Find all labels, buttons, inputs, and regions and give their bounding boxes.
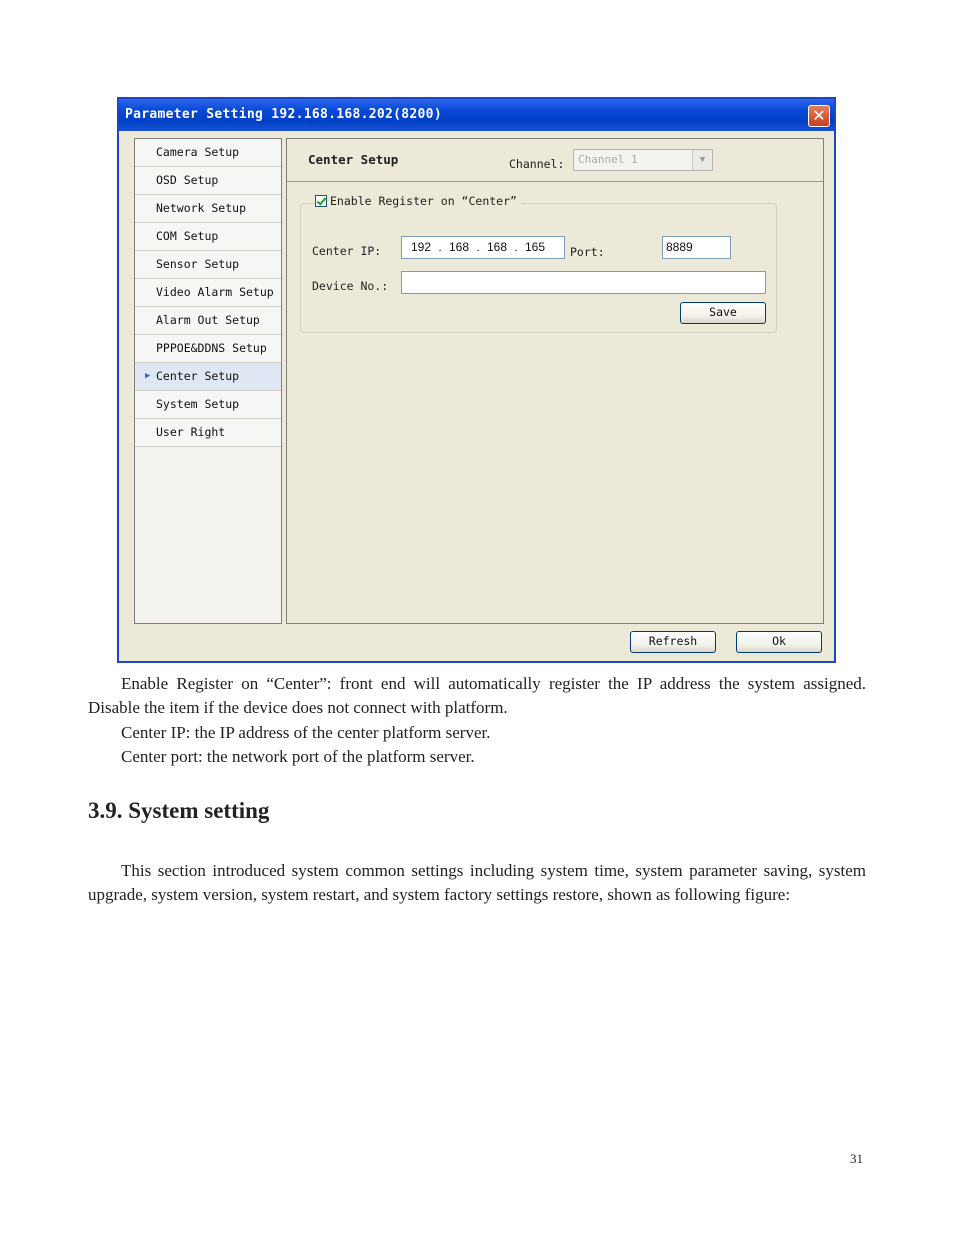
- menu-item-label: Camera Setup: [156, 145, 240, 159]
- center-ip-field[interactable]: [401, 236, 565, 259]
- selected-arrow-icon: ▶: [145, 371, 151, 381]
- content-title: Center Setup: [308, 152, 399, 167]
- ip-octet-2[interactable]: 168: [448, 240, 470, 254]
- device-no-field[interactable]: [401, 271, 766, 294]
- center-ip-label: Center IP:: [312, 244, 382, 258]
- menu-item-com-setup[interactable]: [135, 223, 281, 251]
- menu-item-network-setup[interactable]: [135, 195, 281, 223]
- menu-item-system-setup[interactable]: [135, 391, 281, 419]
- ip-dot: .: [514, 240, 518, 254]
- channel-label: Channel:: [509, 157, 565, 171]
- settings-menu: [134, 138, 282, 624]
- ok-button[interactable]: Ok: [736, 631, 822, 653]
- menu-item-label: Video Alarm Setup: [156, 285, 274, 299]
- menu-item-label: COM Setup: [156, 229, 219, 243]
- menu-item-video-alarm-setup[interactable]: [135, 279, 281, 307]
- menu-item-osd-setup[interactable]: [135, 167, 281, 195]
- checkbox-checked-icon[interactable]: [315, 195, 327, 207]
- ip-dot: .: [476, 240, 480, 254]
- channel-select-value: Channel 1: [578, 153, 638, 166]
- menu-item-user-right[interactable]: [135, 419, 281, 447]
- menu-item-label: System Setup: [156, 397, 240, 411]
- menu-item-label: PPPOE&DDNS Setup: [156, 341, 267, 355]
- ip-octet-4[interactable]: 165: [524, 240, 546, 254]
- menu-item-label: Sensor Setup: [156, 257, 240, 271]
- parameter-setting-dialog: [117, 97, 836, 663]
- device-no-label: Device No.:: [312, 279, 389, 293]
- menu-item-pppoe-ddns-setup[interactable]: [135, 335, 281, 363]
- content-panel: [286, 138, 824, 624]
- content-header: [287, 139, 823, 182]
- section-heading: 3.9. System setting: [88, 798, 270, 823]
- ip-octet-1[interactable]: 192: [410, 240, 432, 254]
- menu-item-label: Network Setup: [156, 201, 247, 215]
- channel-select[interactable]: [573, 149, 713, 171]
- menu-item-sensor-setup[interactable]: [135, 251, 281, 279]
- port-field[interactable]: 8889: [662, 236, 731, 259]
- page-number: 31: [850, 1151, 863, 1166]
- menu-item-camera-setup[interactable]: [135, 139, 281, 167]
- menu-item-label: Alarm Out Setup: [156, 313, 260, 327]
- enable-register-checkbox[interactable]: [315, 194, 521, 208]
- port-label: Port:: [570, 245, 605, 259]
- enable-register-label: Enable Register on “Center”: [330, 194, 517, 208]
- dialog-title: Parameter Setting 192.168.168.202(8200): [125, 107, 442, 122]
- menu-item-label: Center Setup: [156, 369, 240, 383]
- register-groupbox: [300, 194, 777, 333]
- system-setting-description: This section introduced system common settings including system time, system parameter saving, system upgrade, system version, system restart, and system factory settings restore, shown as following figure:: [88, 861, 866, 904]
- refresh-button[interactable]: Refresh: [630, 631, 716, 653]
- close-icon[interactable]: ✕: [808, 105, 830, 127]
- menu-item-label: OSD Setup: [156, 173, 219, 187]
- title-bar[interactable]: [119, 99, 834, 131]
- center-port-description: Center port: the network port of the platform server.: [121, 747, 475, 766]
- menu-item-alarm-out-setup[interactable]: [135, 307, 281, 335]
- enable-register-description: Enable Register on “Center”: front end will automatically register the IP address the system assigned. Disable the item if the device does not connect with platform.: [88, 674, 866, 717]
- save-button[interactable]: Save: [680, 302, 766, 324]
- center-ip-description: Center IP: the IP address of the center platform server.: [121, 723, 491, 742]
- menu-item-center-setup[interactable]: [135, 363, 281, 391]
- ip-octet-3[interactable]: 168: [486, 240, 508, 254]
- menu-item-label: User Right: [156, 425, 226, 439]
- chevron-down-icon[interactable]: ▼: [692, 150, 712, 170]
- ip-dot: .: [438, 240, 442, 254]
